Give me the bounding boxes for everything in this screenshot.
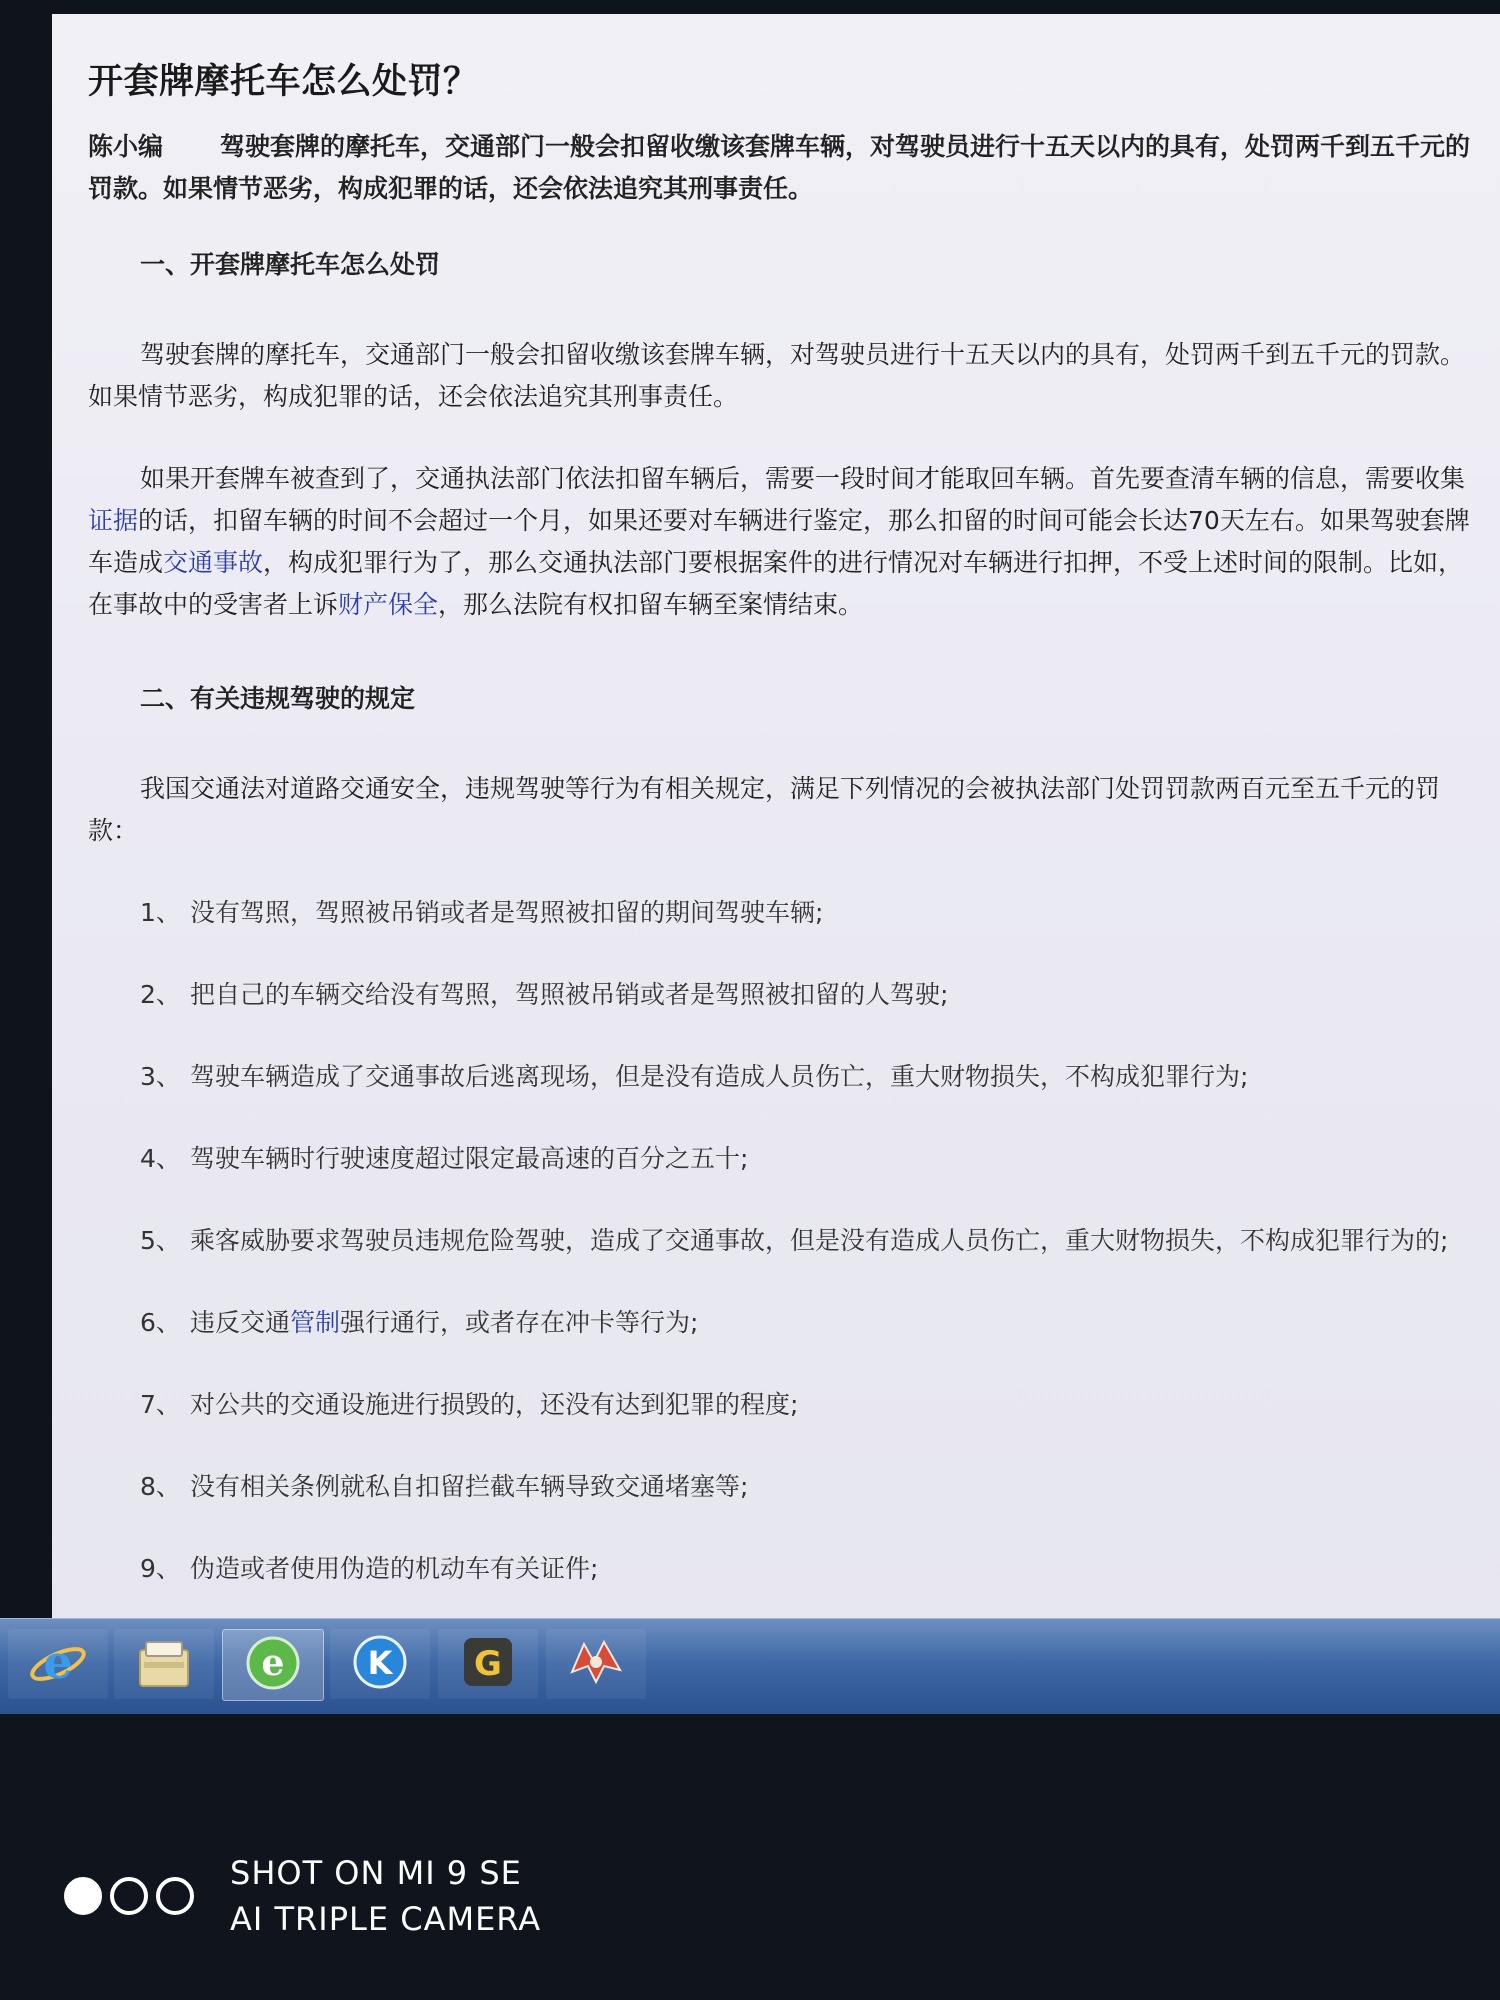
list-text: 没有相关条例就私自扣留拦截车辆导致交通堵塞等; — [190, 1472, 749, 1501]
browser-viewport — [52, 14, 1500, 1714]
g-app-icon — [458, 1632, 518, 1696]
lens-circle — [156, 1877, 194, 1915]
list-item — [140, 1056, 1478, 1098]
section1-paragraph-1: 驾驶套牌的摩托车，交通部门一般会扣留收缴该套牌车辆，对驾驶员进行十五天以内的具有，处罚两千到五千元的罚款。如果情节恶劣，构成犯罪的话，还会依法追究其刑事责任。 — [88, 340, 1466, 411]
list-text: 乘客威胁要求驾驶员违规危险驾驶，造成了交通事故，但是没有造成人员伤亡，重大财物损失，不构成犯罪行为的; — [190, 1226, 1449, 1255]
taskbar-g-app-button[interactable] — [438, 1629, 538, 1699]
section-heading-2: 二、有关违规驾驶的规定 — [140, 684, 416, 713]
taskbar-ie-button[interactable] — [8, 1629, 108, 1699]
paragraph-text: ，那么法院有权扣留车辆至案情结束。 — [438, 590, 864, 619]
list-text: 伪造或者使用伪造的机动车有关证件; — [190, 1554, 599, 1583]
evidence-link[interactable]: 证据 — [88, 506, 139, 535]
list-item — [140, 1138, 1478, 1180]
kugou-music-icon — [350, 1632, 410, 1696]
list-number: 9、 — [140, 1554, 181, 1583]
list-item — [140, 1548, 1478, 1590]
svg-text:K: K — [367, 1644, 393, 1682]
list-text: 强行通行，或者存在冲卡等行为; — [340, 1308, 699, 1337]
list-text: 没有驾照，驾照被吊销或者是驾照被扣留的期间驾驶车辆; — [190, 898, 824, 927]
list-item — [140, 892, 1478, 934]
list-item — [88, 1220, 1478, 1262]
game-logo-icon — [564, 1632, 628, 1696]
watermark-line2: AI TRIPLE CAMERA — [230, 1900, 542, 1938]
author-name: 陈小编 — [88, 132, 164, 161]
file-explorer-icon — [134, 1632, 194, 1696]
paragraph-text: ，构成犯罪行为了，那么交通执法部门要根据案件的进行情况对车辆进行扣押，不受上述时间的限制。比如，在事故中的受害者上诉 — [88, 548, 1464, 619]
list-item — [140, 1466, 1478, 1508]
taskbar-explorer-button[interactable] — [114, 1629, 214, 1699]
list-number: 8、 — [140, 1472, 181, 1501]
property-preservation-link[interactable]: 财产保全 — [338, 590, 439, 619]
article-intro — [88, 126, 1478, 210]
list-number: 6、 — [140, 1308, 181, 1337]
traffic-control-link[interactable]: 管制 — [290, 1308, 341, 1337]
ie-browser-icon — [28, 1632, 88, 1696]
section-heading-1: 一、开套牌摩托车怎么处罚 — [140, 250, 441, 279]
section2-paragraph-1: 我国交通法对道路交通安全，违规驾驶等行为有相关规定，满足下列情况的会被执法部门处罚罚款两百元至五千元的罚款： — [88, 774, 1441, 845]
watermark-text — [230, 1850, 541, 1942]
list-number: 3、 — [140, 1062, 181, 1091]
article-title: 开套牌摩托车怎么处罚？ — [88, 62, 479, 102]
taskbar — [0, 1618, 1500, 1715]
taskbar-green-browser-button[interactable] — [222, 1629, 324, 1701]
article — [88, 54, 1478, 1630]
green-browser-icon — [243, 1633, 303, 1697]
paragraph-text: 的话，扣留车辆的时间不会超过一个月，如果还要对车辆进行鉴定，那么扣留的时间可能会长达70天左右。如果驾驶套牌车造成 — [88, 506, 1470, 577]
list-item — [140, 1302, 1478, 1344]
list-number: 7、 — [140, 1390, 181, 1419]
list-text: 违反交通 — [190, 1308, 291, 1337]
svg-text:e: e — [43, 1635, 73, 1689]
list-text: 对公共的交通设施进行损毁的，还没有达到犯罪的程度; — [190, 1390, 799, 1419]
list-text: 驾驶车辆造成了交通事故后逃离现场，但是没有造成人员伤亡，重大财物损失，不构成犯罪行为; — [190, 1062, 1249, 1091]
list-item — [140, 974, 1478, 1016]
list-number: 1、 — [140, 898, 181, 927]
svg-text:G: G — [474, 1644, 502, 1684]
watermark-line1: SHOT ON MI 9 SE — [230, 1854, 522, 1892]
list-number: 2、 — [140, 980, 181, 1009]
traffic-accident-link[interactable]: 交通事故 — [163, 548, 264, 577]
section1-paragraph-2 — [88, 458, 1478, 626]
list-text: 把自己的车辆交给没有驾照，驾照被吊销或者是驾照被扣留的人驾驶; — [190, 980, 949, 1009]
intro-text: 驾驶套牌的摩托车，交通部门一般会扣留收缴该套牌车辆，对驾驶员进行十五天以内的具有，处罚两千到五千元的罚款。如果情节恶劣，构成犯罪的话，还会依法追究其刑事责任。 — [88, 132, 1471, 203]
camera-lens-icon — [64, 1877, 194, 1915]
taskbar-kugou-button[interactable] — [330, 1629, 430, 1699]
camera-watermark — [64, 1850, 541, 1942]
svg-text:e: e — [261, 1642, 285, 1684]
list-text: 驾驶车辆时行驶速度超过限定最高速的百分之五十; — [190, 1144, 749, 1173]
taskbar-game-button[interactable] — [546, 1629, 646, 1699]
lens-circle — [110, 1877, 148, 1915]
list-number: 4、 — [140, 1144, 181, 1173]
list-item — [140, 1384, 1478, 1426]
paragraph-text: 如果开套牌车被查到了，交通执法部门依法扣留车辆后，需要一段时间才能取回车辆。首先要查清车辆的信息，需要收集 — [140, 464, 1466, 493]
lens-circle — [64, 1877, 102, 1915]
list-number: 5、 — [140, 1226, 181, 1255]
